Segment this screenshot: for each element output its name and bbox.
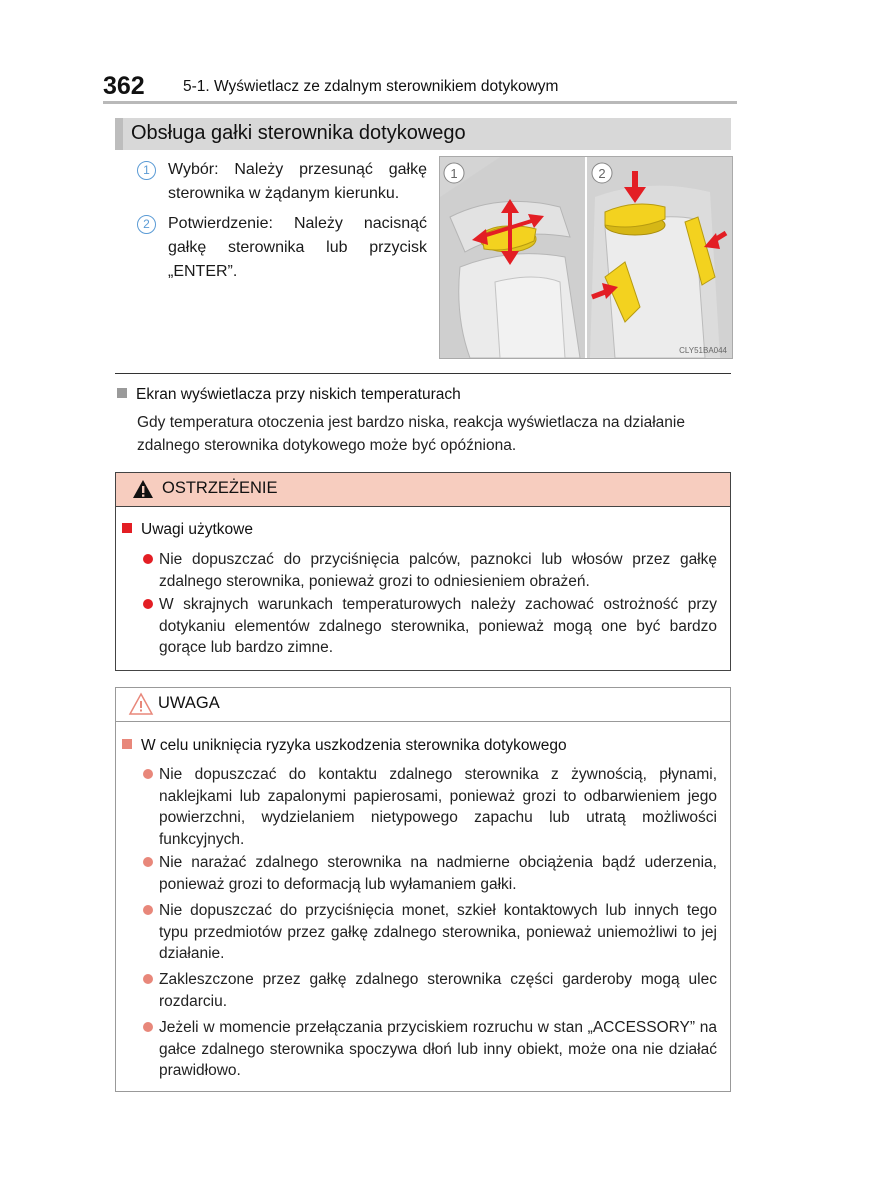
step-2-text: Potwierdzenie: Należy nacisnąć gałkę sterownika lub przycisk „ENTER”. (168, 215, 427, 280)
header-rule (103, 101, 737, 104)
square-bullet-icon (117, 388, 127, 398)
notice-item (143, 1017, 717, 1082)
bullet-dot-icon (143, 857, 153, 867)
warning-heading (122, 521, 253, 539)
warning-item-text: W skrajnych warunkach temperaturowych należy zachować ostrożność przy dotykaniu elementów zdalnego sterownika, ponieważ mogą one być bardzo gorące lub bardzo zimne. (159, 596, 717, 656)
notice-heading (122, 737, 567, 755)
notice-item-text: Zakleszczone przez gałkę zdalnego sterownika części garderoby mogą ulec rozdarciu. (159, 971, 717, 1010)
step-2 (137, 212, 427, 284)
warning-label: OSTRZEŻENIE (162, 479, 278, 497)
bullet-dot-icon (143, 905, 153, 915)
step-1-text: Wybór: Należy przesunąć gałkę sterownika w żądanym kierunku. (168, 161, 427, 202)
notice-item-text: Nie dopuszczać do kontaktu zdalnego sterownika z żywnością, płynami, naklejkami lub zapalonymi papierosami, ponieważ grozi to odbarwieniem jego powierzchni, wydzielaniem nietypowego zapachu lub utratą możliwości funkcyjnych. (159, 766, 717, 848)
notice-item-text: Nie dopuszczać do przyciśnięcia monet, szkieł kontaktowych lub innych tego typu przedmiotów przez gałkę zdalnego sterownika, ponieważ uniemożliwi to jej działanie. (159, 902, 717, 962)
figure-code: CLY51BA044 (679, 346, 727, 355)
section-heading-accent (115, 118, 123, 150)
section-title: Obsługa gałki sterownika dotykowego (131, 122, 466, 144)
panel-label-2: 2 (598, 166, 606, 181)
bullet-dot-icon (143, 599, 153, 609)
notice-item (143, 900, 717, 965)
chapter-title: 5-1. Wyświetlacz ze zdalnym sterownikiem dotykowym (183, 78, 559, 95)
page-number: 362 (103, 72, 145, 100)
warning-item-text: Nie dopuszczać do przyciśnięcia palców, paznokci lub włosów przez gałkę zdalnego sterownika, ponieważ grozi to odniesieniem obrażeń. (159, 551, 717, 590)
step-1-number: 1 (137, 161, 156, 180)
section-divider (115, 373, 731, 374)
warning-triangle-icon (132, 479, 154, 499)
panel-label-1: 1 (450, 166, 458, 181)
panel-confirm (587, 157, 732, 358)
section-heading (115, 118, 731, 150)
square-bullet-icon (122, 523, 132, 533)
warning-header (116, 473, 730, 507)
bullet-dot-icon (143, 769, 153, 779)
notice-item-text: Jeżeli w momencie przełączania przyciskiem rozruchu w stan „ACCESSORY” na gałce zdalnego sterownika spoczywa dłoń lub inny obiekt, może ona nie działać prawidłowo. (159, 1019, 717, 1079)
caution-triangle-icon (128, 692, 154, 716)
notice-box (115, 687, 731, 1092)
notice-item-text: Nie narażać zdalnego sterownika na nadmierne obciążenia bądź uderzenia, ponieważ grozi to deformacją lub wyłamaniem gałki. (159, 854, 717, 893)
warning-item (143, 594, 717, 659)
panel-select (440, 157, 585, 358)
notice-heading-text: W celu uniknięcia ryzyka uszkodzenia sterownika dotykowego (141, 737, 567, 754)
knob-illustration (439, 156, 733, 359)
warning-item (143, 549, 717, 592)
bullet-dot-icon (143, 974, 153, 984)
low-temp-text: Gdy temperatura otoczenia jest bardzo niska, reakcja wyświetlacza na działanie zdalnego sterownika dotykowego może być opóźniona. (137, 414, 685, 454)
notice-item (143, 764, 717, 850)
step-1 (137, 158, 427, 206)
warning-box (115, 472, 731, 671)
bullet-dot-icon (143, 1022, 153, 1032)
warning-heading-text: Uwagi użytkowe (141, 521, 253, 538)
notice-item (143, 852, 717, 895)
step-2-number: 2 (137, 215, 156, 234)
square-bullet-icon (122, 739, 132, 749)
notice-header (116, 688, 730, 722)
notice-label: UWAGA (158, 694, 220, 712)
bullet-dot-icon (143, 554, 153, 564)
notice-item (143, 969, 717, 1012)
low-temp-heading-text: Ekran wyświetlacza przy niskich temperaturach (136, 386, 461, 403)
low-temp-heading (117, 386, 461, 404)
